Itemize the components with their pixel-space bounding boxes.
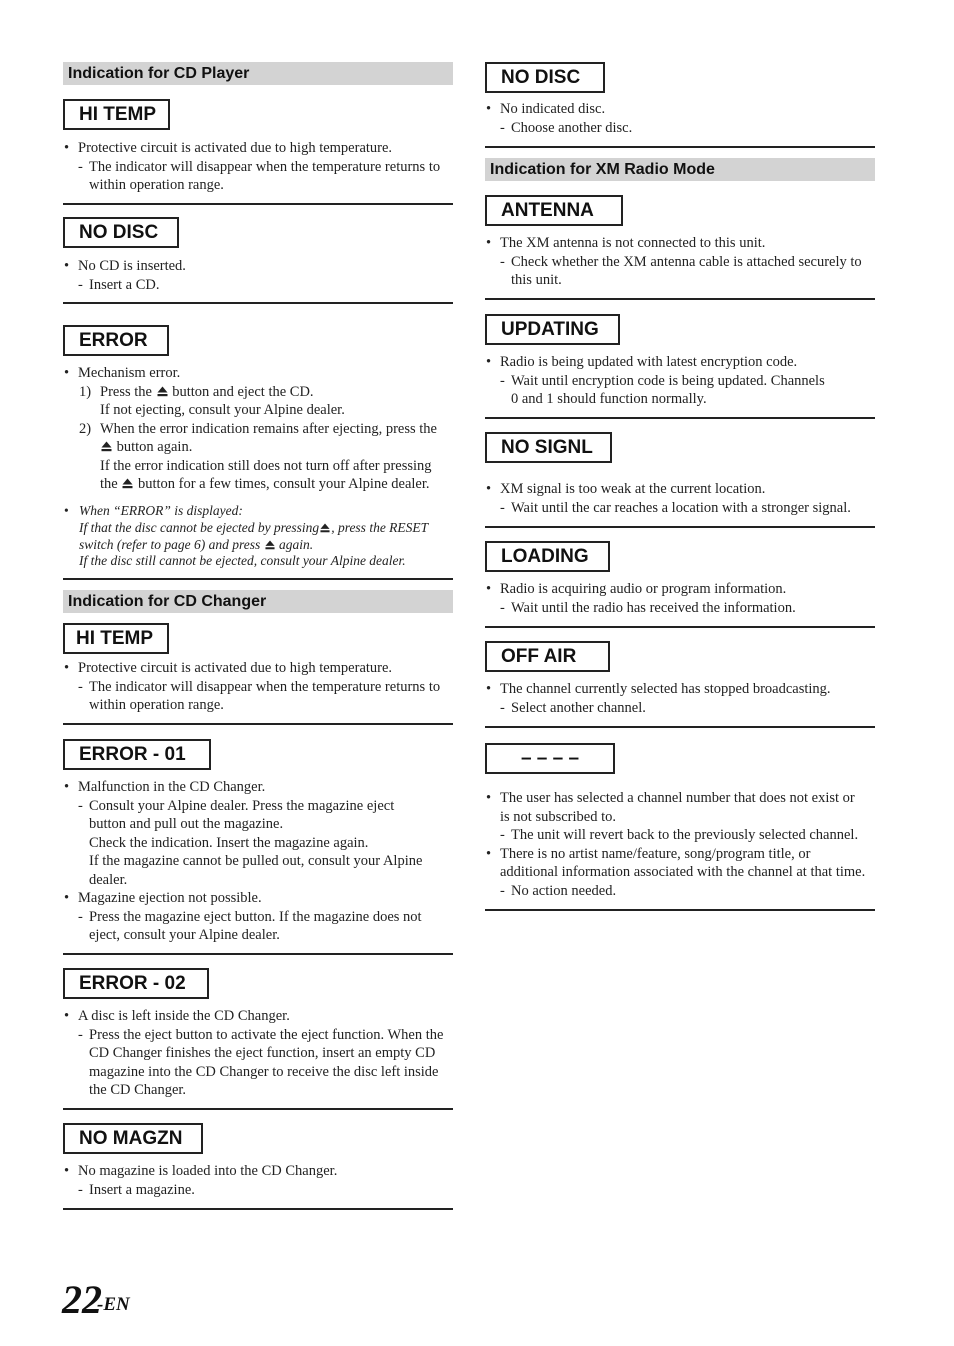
no-disc-description [63, 257, 453, 294]
indicator-off-air: OFF AIR [485, 641, 610, 672]
divider [485, 417, 875, 419]
error-note [63, 503, 453, 570]
text-line: additional information associated with the channel at that time. [500, 864, 866, 880]
text-fragment: button and eject the CD. [172, 383, 314, 400]
text-line: • No CD is inserted. [63, 257, 453, 276]
text-line: If the error indication still does not turn off after pressing [100, 457, 432, 474]
eject-icon [101, 441, 112, 452]
divider [485, 626, 875, 628]
divider [63, 953, 453, 955]
eject-icon [122, 478, 133, 489]
no-signl-description [485, 480, 875, 517]
text-line: • When “ERROR” is displayed: [63, 503, 453, 520]
text-line: within operation range. [89, 697, 224, 713]
eject-icon [265, 540, 275, 550]
divider [485, 298, 875, 300]
indicator-no-disc-changer: NO DISC [485, 62, 605, 93]
divider [63, 1208, 453, 1210]
text-line: dealer. [89, 871, 128, 888]
text-line: • Radio is being updated with latest encryption code. [485, 353, 875, 372]
text-fragment: If that the disc cannot be ejected by pressing [79, 519, 320, 535]
eject-icon [320, 523, 330, 533]
error-01-description [63, 778, 453, 945]
text-line [63, 383, 453, 402]
divider [485, 146, 875, 148]
section-heading-cd-changer: Indication for CD Changer [63, 590, 453, 613]
text-line: - Insert a CD. [63, 276, 453, 295]
text-line: - Wait until the radio has received the information. [485, 599, 875, 618]
antenna-description [485, 234, 875, 290]
divider [485, 526, 875, 528]
divider [485, 726, 875, 728]
list-number: 1) [79, 383, 92, 400]
eject-icon [157, 386, 168, 397]
text-line: - Select another channel. [485, 699, 875, 718]
text-line: - Wait until the car reaches a location with a stronger signal. [485, 499, 875, 518]
no-magzn-description [63, 1162, 453, 1199]
text-line: - The indicator will disappear when the temperature returns to [63, 158, 453, 177]
text-line: within operation range. [89, 177, 224, 193]
text-line: 0 and 1 should function normally. [511, 391, 707, 407]
text-line: CD Changer finishes the eject function, insert an empty CD [89, 1045, 436, 1061]
text-line: - No action needed. [485, 882, 875, 901]
text-line: • Radio is acquiring audio or program information. [485, 580, 875, 599]
text-line: • No magazine is loaded into the CD Changer. [63, 1162, 453, 1181]
text-line: • Protective circuit is activated due to high temperature. [63, 139, 453, 158]
dashes-description [485, 789, 875, 900]
text-fragment: button again. [116, 439, 193, 455]
text-line: • A disc is left inside the CD Changer. [63, 1007, 453, 1026]
indicator-no-signl: NO SIGNL [485, 432, 612, 463]
indicator-hi-temp-changer: HI TEMP [63, 623, 169, 654]
text-line: • Magazine ejection not possible. [63, 889, 453, 908]
text-line [63, 537, 453, 554]
divider [63, 1108, 453, 1110]
text-fragment: again. [278, 536, 314, 552]
text-line: is not subscribed to. [500, 808, 616, 825]
indicator-no-disc: NO DISC [63, 217, 179, 248]
no-disc-changer-description [485, 100, 875, 137]
text-line [63, 420, 453, 439]
text-line: - The unit will revert back to the previously selected channel. [485, 826, 875, 845]
divider [485, 909, 875, 911]
indicator-error-01: ERROR - 01 [63, 739, 211, 770]
text-line: - The indicator will disappear when the temperature returns to [63, 678, 453, 697]
indicator-updating: UPDATING [485, 314, 620, 345]
section-heading-cd-player: Indication for CD Player [63, 62, 453, 85]
divider [63, 723, 453, 725]
error-02-description [63, 1007, 453, 1100]
text-line: - Press the magazine eject button. If the magazine does not [63, 908, 453, 927]
indicator-antenna: ANTENNA [485, 195, 623, 226]
text-fragment: the [100, 476, 118, 492]
text-line: If the magazine cannot be pulled out, consult your Alpine [89, 853, 423, 869]
indicator-error: ERROR [63, 325, 169, 356]
text-fragment: switch (refer to page 6) and press [79, 536, 261, 552]
text-fragment: button for a few times, consult your Alpine dealer. [137, 476, 430, 492]
list-number: 2) [79, 420, 92, 437]
hi-temp-changer-description [63, 659, 453, 715]
text-line: • Protective circuit is activated due to high temperature. [63, 659, 453, 678]
text-line [63, 475, 453, 494]
text-line: • Malfunction in the CD Changer. [63, 778, 453, 797]
text-line: If not ejecting, consult your Alpine dealer. [100, 402, 345, 418]
text-line: • There is no artist name/feature, song/program title, or [485, 845, 875, 864]
text-fragment: , press the RESET [331, 519, 429, 535]
text-line: the CD Changer. [89, 1082, 187, 1098]
indicator-no-magzn: NO MAGZN [63, 1123, 203, 1154]
section-heading-xm-radio: Indication for XM Radio Mode [485, 158, 875, 181]
text-line: eject, consult your Alpine dealer. [89, 927, 280, 943]
text-line: - Wait until encryption code is being updated. Channels [485, 372, 875, 391]
page-number: 22 [62, 1277, 102, 1322]
updating-description [485, 353, 875, 409]
divider [63, 578, 453, 580]
text-line: magazine into the CD Changer to receive the disc left inside [89, 1063, 439, 1080]
text-line: - Check whether the XM antenna cable is attached securely to [485, 253, 875, 272]
off-air-description [485, 680, 875, 717]
divider [63, 302, 453, 304]
indicator-hi-temp: HI TEMP [63, 99, 170, 130]
text-line: • The user has selected a channel number that does not exist or [485, 789, 875, 808]
hi-temp-description [63, 139, 453, 195]
text-line [63, 438, 453, 457]
text-line [63, 520, 453, 537]
text-line: button and pull out the magazine. [89, 816, 284, 832]
text-line: - Consult your Alpine dealer. Press the magazine eject [63, 797, 453, 816]
text-line: - Insert a magazine. [63, 1181, 453, 1200]
text-line: • The XM antenna is not connected to this unit. [485, 234, 875, 253]
text-line: • The channel currently selected has stopped broadcasting. [485, 680, 875, 699]
divider [63, 203, 453, 205]
indicator-error-02: ERROR - 02 [63, 968, 209, 999]
indicator-dashes: – – – – [485, 743, 615, 774]
text-line: • No indicated disc. [485, 100, 875, 119]
indicator-loading: LOADING [485, 541, 610, 572]
loading-description [485, 580, 875, 617]
error-description [63, 364, 453, 494]
text-line: If the disc still cannot be ejected, consult your Alpine dealer. [79, 553, 406, 569]
text-line: - Choose another disc. [485, 119, 875, 138]
text-line: • XM signal is too weak at the current location. [485, 480, 875, 499]
text-fragment: Press the [100, 383, 152, 400]
text-line: Check the indication. Insert the magazine again. [89, 834, 369, 851]
text-fragment: When the error indication remains after ejecting, press the [100, 420, 437, 437]
page-language-suffix: -EN [97, 1294, 130, 1315]
text-line: • Mechanism error. [63, 364, 453, 383]
text-line: this unit. [511, 272, 562, 288]
text-line: - Press the eject button to activate the eject function. When the [63, 1026, 453, 1045]
